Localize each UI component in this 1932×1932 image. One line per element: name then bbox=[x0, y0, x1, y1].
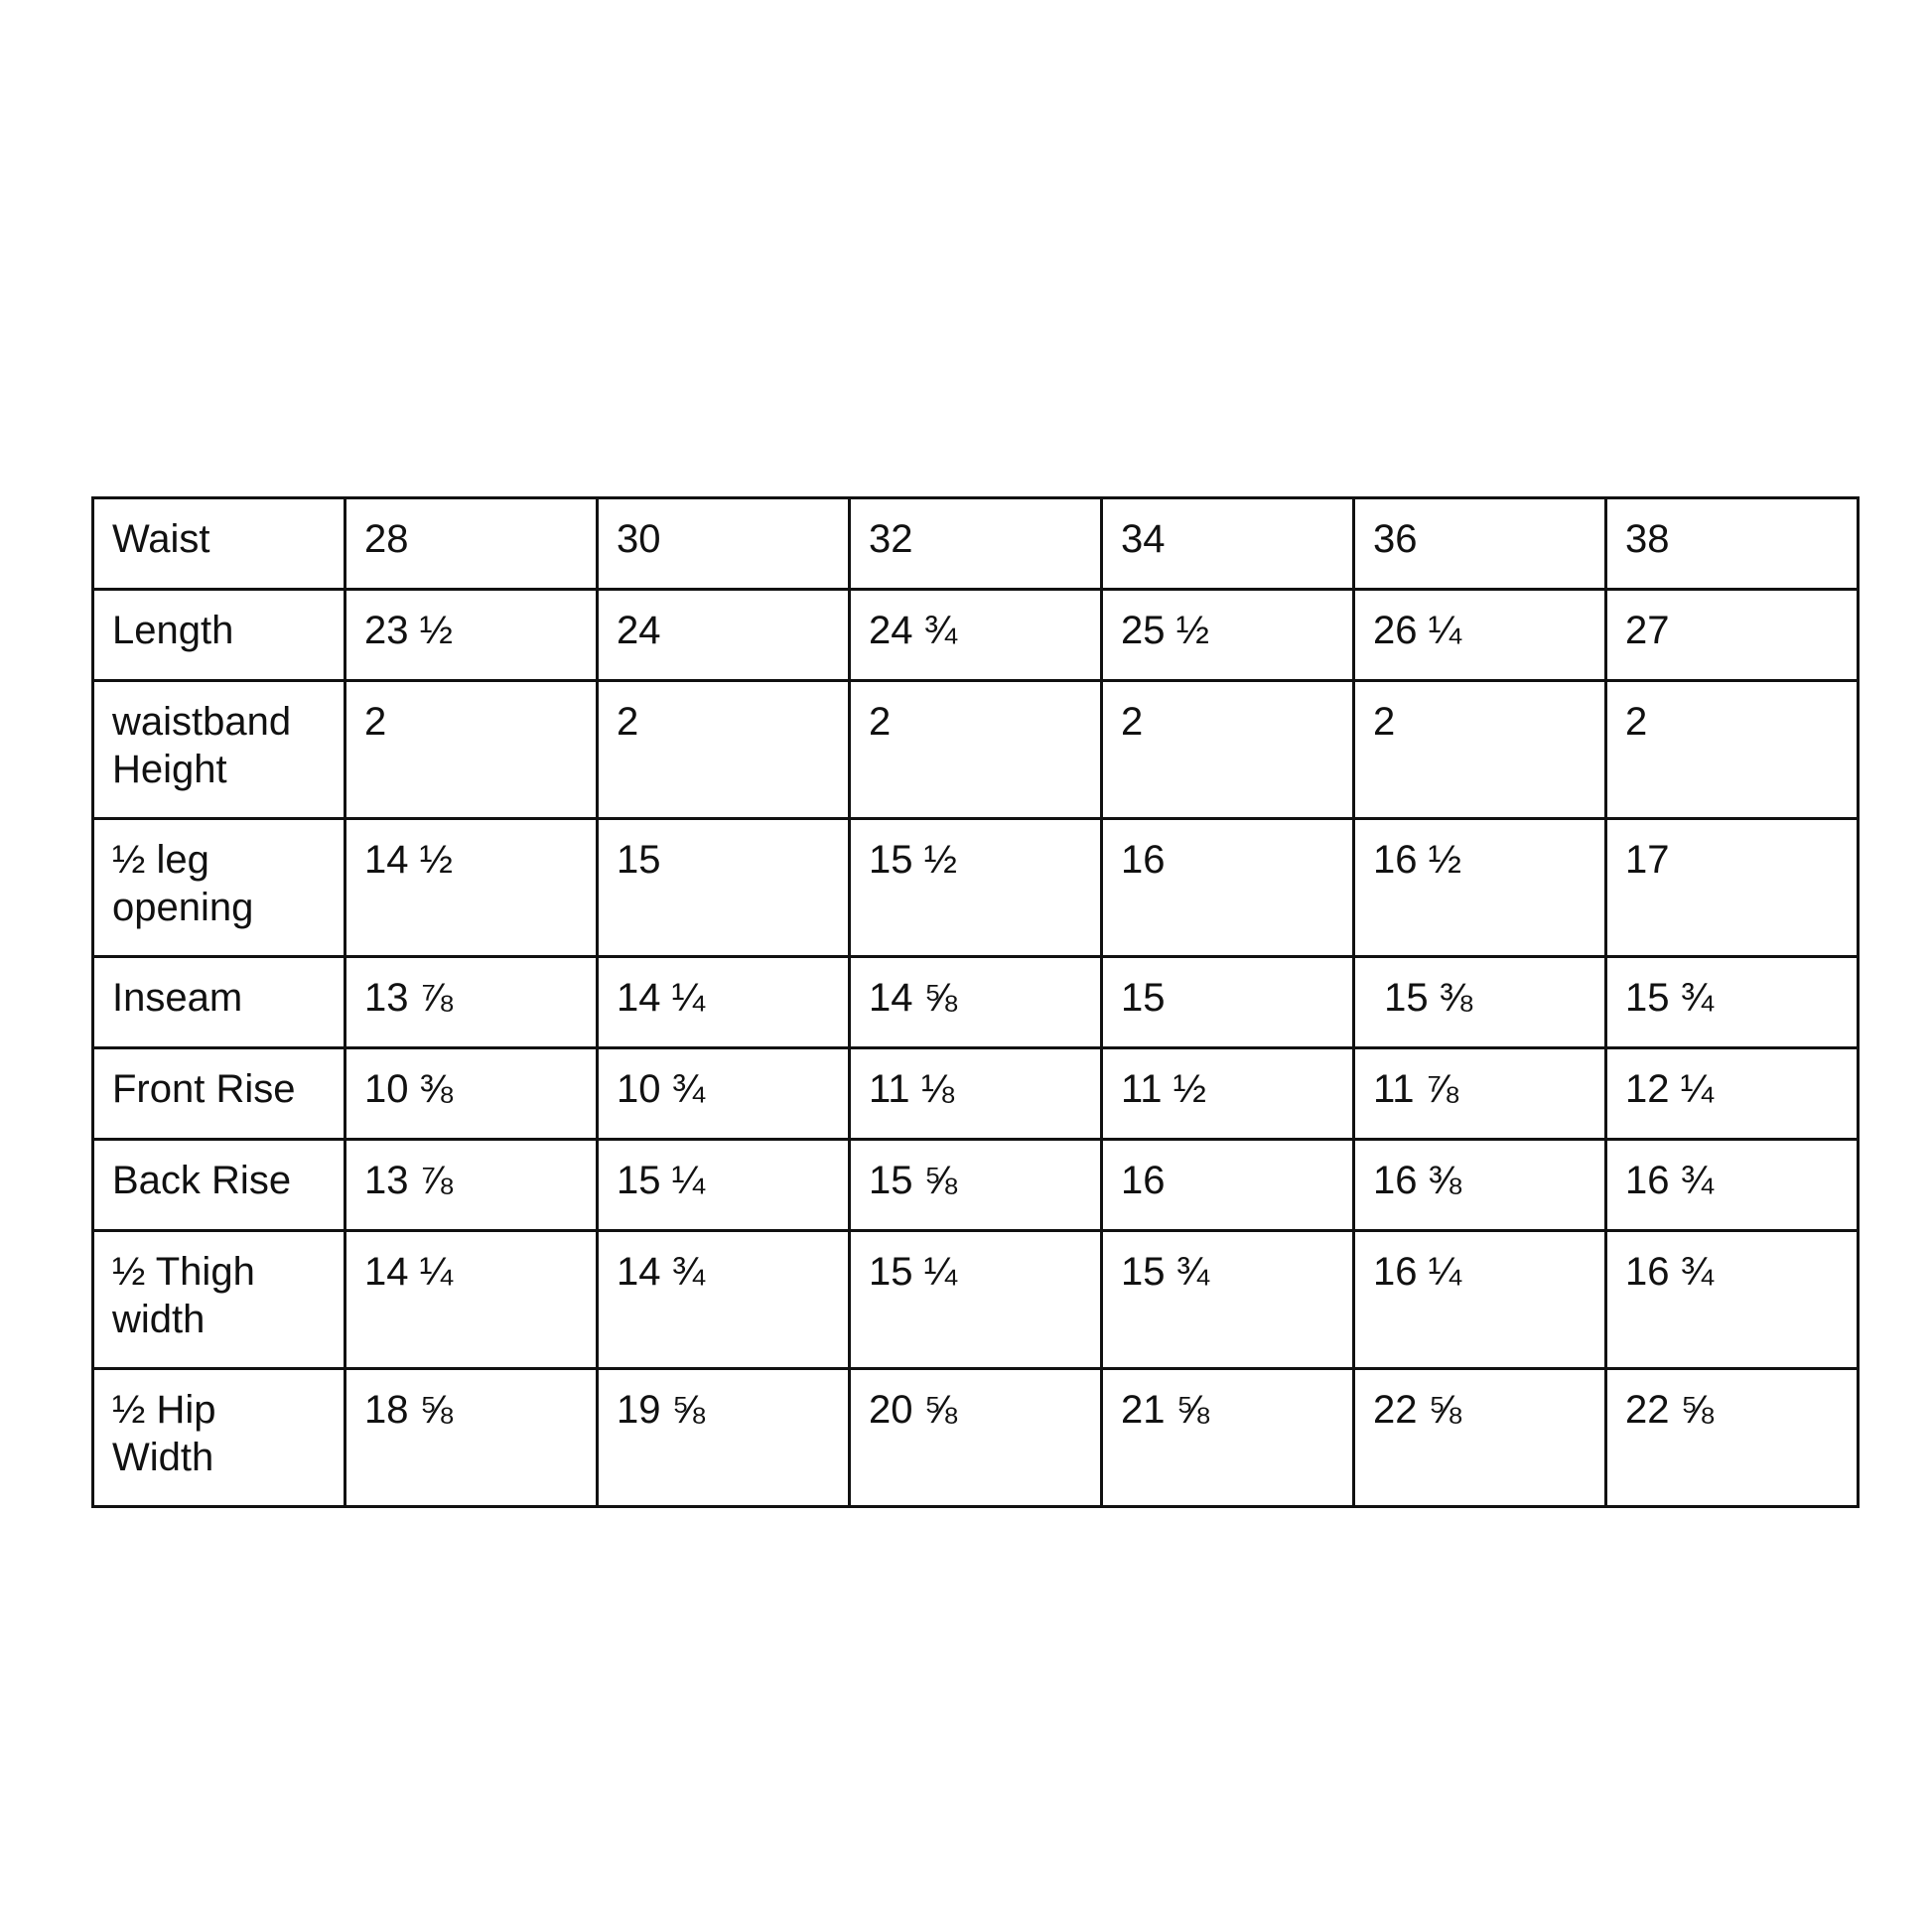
table-cell: 15 bbox=[598, 819, 850, 957]
table-cell: 2 bbox=[598, 681, 850, 819]
row-label: Inseam bbox=[93, 957, 345, 1048]
table-cell: 16 ¼ bbox=[1354, 1231, 1606, 1369]
table-cell: 15 ¼ bbox=[598, 1140, 850, 1231]
table-cell: 12 ¼ bbox=[1606, 1048, 1859, 1140]
table-cell: 11 ½ bbox=[1102, 1048, 1354, 1140]
table-cell: 2 bbox=[1354, 681, 1606, 819]
table-cell: 10 ¾ bbox=[598, 1048, 850, 1140]
table-cell: 21 ⅝ bbox=[1102, 1369, 1354, 1507]
table-cell: 20 ⅝ bbox=[850, 1369, 1102, 1507]
table-cell: 16 ¾ bbox=[1606, 1140, 1859, 1231]
row-label: Waist bbox=[93, 498, 345, 590]
table-cell: 14 ¾ bbox=[598, 1231, 850, 1369]
table-cell: 16 ½ bbox=[1354, 819, 1606, 957]
table-cell: 30 bbox=[598, 498, 850, 590]
row-label: ½ Thigh width bbox=[93, 1231, 345, 1369]
table-cell: 24 ¾ bbox=[850, 590, 1102, 681]
row-label: ½ leg opening bbox=[93, 819, 345, 957]
table-cell: 16 bbox=[1102, 1140, 1354, 1231]
table-cell: 15 ¼ bbox=[850, 1231, 1102, 1369]
table-cell: 2 bbox=[1102, 681, 1354, 819]
table-cell: 15 ¾ bbox=[1102, 1231, 1354, 1369]
table-cell: 23 ½ bbox=[345, 590, 598, 681]
row-label: Front Rise bbox=[93, 1048, 345, 1140]
table-cell: 2 bbox=[1606, 681, 1859, 819]
row-label: Back Rise bbox=[93, 1140, 345, 1231]
table-cell: 27 bbox=[1606, 590, 1859, 681]
table-cell: 28 bbox=[345, 498, 598, 590]
table-cell: 17 bbox=[1606, 819, 1859, 957]
table-row bbox=[93, 1369, 1859, 1507]
table-cell: 13 ⅞ bbox=[345, 1140, 598, 1231]
table-cell: 14 ⅝ bbox=[850, 957, 1102, 1048]
table-cell: 2 bbox=[850, 681, 1102, 819]
table-cell: 11 ⅛ bbox=[850, 1048, 1102, 1140]
table-cell: 22 ⅝ bbox=[1606, 1369, 1859, 1507]
table-cell: 10 ⅜ bbox=[345, 1048, 598, 1140]
table-cell: 11 ⅞ bbox=[1354, 1048, 1606, 1140]
table-cell: 15 ⅝ bbox=[850, 1140, 1102, 1231]
table-cell: 34 bbox=[1102, 498, 1354, 590]
table-row bbox=[93, 1140, 1859, 1231]
row-label: waistband Height bbox=[93, 681, 345, 819]
table-row bbox=[93, 957, 1859, 1048]
table-cell: 15 ¾ bbox=[1606, 957, 1859, 1048]
table-cell: 14 ¼ bbox=[598, 957, 850, 1048]
table-cell: 36 bbox=[1354, 498, 1606, 590]
table-cell: 2 bbox=[345, 681, 598, 819]
table-cell: 15 ½ bbox=[850, 819, 1102, 957]
table-cell: 16 bbox=[1102, 819, 1354, 957]
size-chart-table bbox=[91, 496, 1860, 1508]
table-cell: 15 bbox=[1102, 957, 1354, 1048]
table-cell: 14 ½ bbox=[345, 819, 598, 957]
table-row bbox=[93, 498, 1859, 590]
table-row bbox=[93, 1048, 1859, 1140]
table-cell: 16 ⅜ bbox=[1354, 1140, 1606, 1231]
row-label: ½ Hip Width bbox=[93, 1369, 345, 1507]
table-row bbox=[93, 681, 1859, 819]
size-chart-body bbox=[93, 498, 1859, 1507]
table-cell: 18 ⅝ bbox=[345, 1369, 598, 1507]
table-cell: 14 ¼ bbox=[345, 1231, 598, 1369]
table-cell: 32 bbox=[850, 498, 1102, 590]
table-cell: 26 ¼ bbox=[1354, 590, 1606, 681]
table-cell: 25 ½ bbox=[1102, 590, 1354, 681]
table-cell: 22 ⅝ bbox=[1354, 1369, 1606, 1507]
table-cell: 15 ⅜ bbox=[1354, 957, 1606, 1048]
table-cell: 16 ¾ bbox=[1606, 1231, 1859, 1369]
table-cell: 24 bbox=[598, 590, 850, 681]
row-label: Length bbox=[93, 590, 345, 681]
table-cell: 38 bbox=[1606, 498, 1859, 590]
table-cell: 13 ⅞ bbox=[345, 957, 598, 1048]
table-row bbox=[93, 819, 1859, 957]
table-cell: 19 ⅝ bbox=[598, 1369, 850, 1507]
table-row bbox=[93, 1231, 1859, 1369]
table-row bbox=[93, 590, 1859, 681]
